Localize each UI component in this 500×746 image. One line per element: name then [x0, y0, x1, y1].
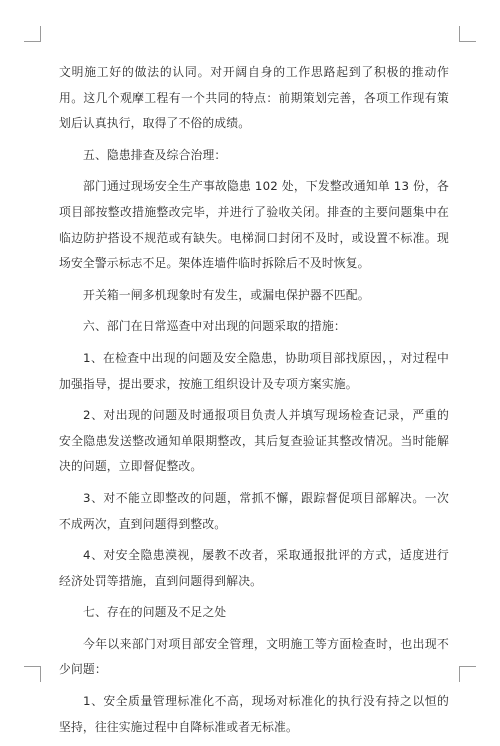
crop-mark-bottom-left — [40, 666, 41, 682]
section-heading: 五、隐患排查及综合治理： — [83, 147, 227, 162]
list-item: 3、对不能立即整改的问题，常抓不懈，跟踪督促项目部解决。一次不成两次，直到问题得到整改。 — [59, 490, 449, 531]
list-item: 1、在检查中出现的问题及安全隐患，协助项目部找原因，，对过程中加强指导，提出要求，按施工组织设计及专项方案实施。 — [59, 350, 449, 391]
section-heading: 七、存在的问题及不足之处 — [83, 605, 227, 620]
crop-mark-bottom-right — [459, 666, 476, 667]
document-body — [59, 60, 449, 746]
crop-mark-bottom-left — [24, 666, 41, 667]
crop-mark-bottom-right — [459, 666, 460, 682]
crop-mark-top-left — [24, 41, 41, 42]
list-item: 2、对出现的问题及时通报项目负责人并填写现场检查记录，严重的安全隐患发送整改通知单限期整改，其后复查验证其整改情况。当时能解决的问题，立即督促整改。 — [59, 408, 449, 474]
crop-mark-top-left — [40, 26, 41, 42]
body-paragraph: 文明施工好的做法的认同。对开阔自身的工作思路起到了积极的推动作用。这几个观摩工程有一个共同的特点：前期策划完善，各项工作现有策划后认真执行，取得了不俗的成绩。 — [59, 65, 449, 131]
section-heading: 六、部门在日常巡查中对出现的问题采取的措施： — [83, 319, 346, 334]
body-paragraph: 今年以来部门对项目部安全管理，文明施工等方面检查时，也出现不少问题： — [59, 636, 449, 677]
body-paragraph: 开关箱一闸多机现象时有发生，或漏电保护器不匹配。 — [83, 287, 370, 302]
body-paragraph: 部门通过现场安全生产事故隐患 102 处，下发整改通知单 13 份，各项目部按整改措施整改完毕，并进行了验收关闭。排查的主要问题集中在临边防护搭设不规范或有缺失。电梯洞口封闭不及时，或设置不标准。现场安全警示标志不足。架体连墙件临时拆除后不及时恢复。 — [59, 179, 449, 271]
crop-mark-top-right — [459, 41, 476, 42]
crop-mark-top-right — [459, 26, 460, 42]
list-item: 4、对安全隐患漠视，屡教不改者，采取通报批评的方式，适度进行经济处罚等措施，直到问题得到解决。 — [59, 548, 449, 588]
list-item: 1、安全质量管理标准化不高，现场对标准化的执行没有持之以恒的坚持，往往实施过程中自降标准或者无标准。 — [59, 694, 449, 734]
